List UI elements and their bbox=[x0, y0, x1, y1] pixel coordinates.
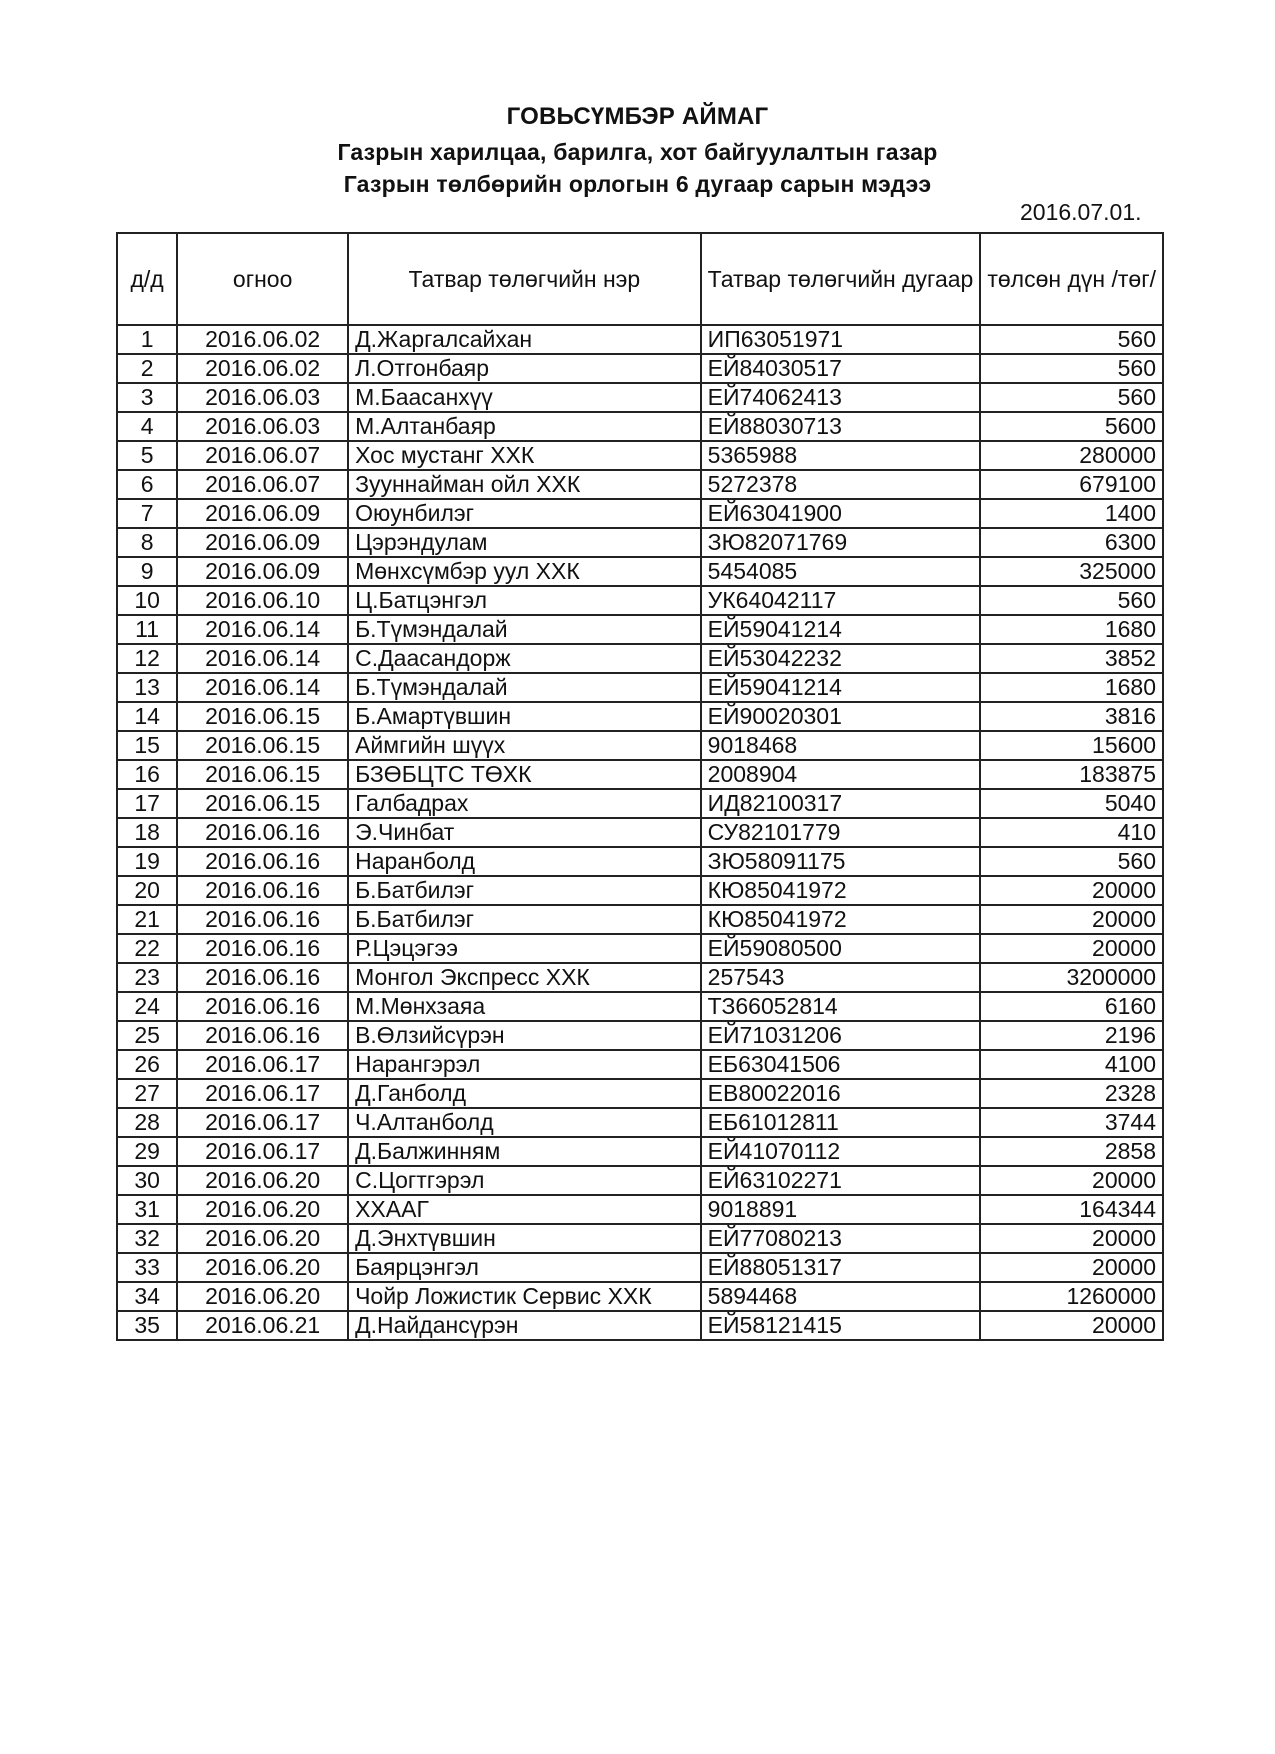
cell-amount: 1400 bbox=[980, 499, 1163, 528]
report-date: 2016.07.01. bbox=[1020, 199, 1142, 225]
cell-date: 2016.06.17 bbox=[177, 1050, 348, 1079]
cell-taxpayer-id: 5365988 bbox=[701, 441, 981, 470]
cell-taxpayer-id: ЕЙ59041214 bbox=[701, 673, 981, 702]
cell-amount: 560 bbox=[980, 586, 1163, 615]
cell-no: 6 bbox=[117, 470, 177, 499]
cell-taxpayer-name: С.Даасандорж bbox=[348, 644, 701, 673]
cell-amount: 6160 bbox=[980, 992, 1163, 1021]
table-row bbox=[117, 470, 1163, 499]
cell-date: 2016.06.15 bbox=[177, 789, 348, 818]
table-row bbox=[117, 731, 1163, 760]
cell-taxpayer-id: ЕЙ74062413 bbox=[701, 383, 981, 412]
table-row bbox=[117, 325, 1163, 354]
cell-no: 3 bbox=[117, 383, 177, 412]
table-row bbox=[117, 383, 1163, 412]
cell-amount: 20000 bbox=[980, 934, 1163, 963]
cell-amount: 5600 bbox=[980, 412, 1163, 441]
table-row bbox=[117, 760, 1163, 789]
cell-taxpayer-name: Б.Батбилэг bbox=[348, 876, 701, 905]
cell-date: 2016.06.14 bbox=[177, 644, 348, 673]
table-row bbox=[117, 789, 1163, 818]
cell-taxpayer-id: 5272378 bbox=[701, 470, 981, 499]
cell-no: 5 bbox=[117, 441, 177, 470]
cell-no: 2 bbox=[117, 354, 177, 383]
col-header-taxpayer-name: Татвар төлөгчийн нэр bbox=[348, 233, 701, 325]
cell-date: 2016.06.15 bbox=[177, 702, 348, 731]
table-row bbox=[117, 905, 1163, 934]
cell-date: 2016.06.20 bbox=[177, 1224, 348, 1253]
cell-date: 2016.06.17 bbox=[177, 1137, 348, 1166]
col-header-taxpayer-id: Татвар төлөгчийн дугаар bbox=[701, 233, 981, 325]
cell-taxpayer-name: Оюунбилэг bbox=[348, 499, 701, 528]
cell-taxpayer-name: М.Баасанхүү bbox=[348, 383, 701, 412]
table-row bbox=[117, 1108, 1163, 1137]
cell-date: 2016.06.03 bbox=[177, 412, 348, 441]
cell-date: 2016.06.10 bbox=[177, 586, 348, 615]
table-row bbox=[117, 876, 1163, 905]
cell-no: 9 bbox=[117, 557, 177, 586]
cell-no: 24 bbox=[117, 992, 177, 1021]
col-header-no: д/д bbox=[117, 233, 177, 325]
cell-taxpayer-id: ЗЮ82071769 bbox=[701, 528, 981, 557]
doc-title: ГОВЬСҮМБЭР АЙМАГ bbox=[506, 103, 769, 130]
col-header-date: огноо bbox=[177, 233, 348, 325]
cell-amount: 3816 bbox=[980, 702, 1163, 731]
cell-taxpayer-id: УК64042117 bbox=[701, 586, 981, 615]
cell-no: 14 bbox=[117, 702, 177, 731]
table-row bbox=[117, 644, 1163, 673]
cell-date: 2016.06.03 bbox=[177, 383, 348, 412]
cell-amount: 1260000 bbox=[980, 1282, 1163, 1311]
cell-no: 23 bbox=[117, 963, 177, 992]
cell-taxpayer-name: Д.Энхтүвшин bbox=[348, 1224, 701, 1253]
cell-amount: 679100 bbox=[980, 470, 1163, 499]
cell-no: 12 bbox=[117, 644, 177, 673]
cell-taxpayer-name: Б.Түмэндалай bbox=[348, 673, 701, 702]
cell-taxpayer-id: ЕЙ58121415 bbox=[701, 1311, 981, 1340]
cell-amount: 5040 bbox=[980, 789, 1163, 818]
table-row bbox=[117, 1282, 1163, 1311]
cell-no: 4 bbox=[117, 412, 177, 441]
cell-date: 2016.06.16 bbox=[177, 934, 348, 963]
cell-date: 2016.06.02 bbox=[177, 354, 348, 383]
table-row bbox=[117, 1224, 1163, 1253]
cell-no: 8 bbox=[117, 528, 177, 557]
cell-amount: 280000 bbox=[980, 441, 1163, 470]
cell-taxpayer-name: Д.Жаргалсайхан bbox=[348, 325, 701, 354]
cell-taxpayer-name: Д.Балжинням bbox=[348, 1137, 701, 1166]
cell-taxpayer-name: Б.Амартүвшин bbox=[348, 702, 701, 731]
cell-no: 29 bbox=[117, 1137, 177, 1166]
cell-date: 2016.06.07 bbox=[177, 441, 348, 470]
cell-taxpayer-id: ЕБ63041506 bbox=[701, 1050, 981, 1079]
cell-taxpayer-id: ИП63051971 bbox=[701, 325, 981, 354]
cell-amount: 2328 bbox=[980, 1079, 1163, 1108]
cell-amount: 183875 bbox=[980, 760, 1163, 789]
cell-taxpayer-name: Чойр Ложистик Сервис ХХК bbox=[348, 1282, 701, 1311]
cell-no: 13 bbox=[117, 673, 177, 702]
col-header-amount: төлсөн дүн /төг/ bbox=[980, 233, 1163, 325]
cell-taxpayer-name: Баярцэнгэл bbox=[348, 1253, 701, 1282]
cell-date: 2016.06.09 bbox=[177, 499, 348, 528]
cell-date: 2016.06.09 bbox=[177, 528, 348, 557]
cell-date: 2016.06.15 bbox=[177, 760, 348, 789]
cell-taxpayer-name: Зууннайман ойл ХХК bbox=[348, 470, 701, 499]
table-row bbox=[117, 1166, 1163, 1195]
cell-taxpayer-name: Б.Батбилэг bbox=[348, 905, 701, 934]
cell-date: 2016.06.20 bbox=[177, 1166, 348, 1195]
table-row bbox=[117, 1137, 1163, 1166]
cell-date: 2016.06.17 bbox=[177, 1108, 348, 1137]
cell-taxpayer-name: Д.Ганболд bbox=[348, 1079, 701, 1108]
cell-no: 28 bbox=[117, 1108, 177, 1137]
table-row bbox=[117, 1079, 1163, 1108]
cell-amount: 20000 bbox=[980, 1311, 1163, 1340]
cell-taxpayer-name: Л.Отгонбаяр bbox=[348, 354, 701, 383]
cell-taxpayer-name: Ц.Батцэнгэл bbox=[348, 586, 701, 615]
cell-taxpayer-id: ЕБ61012811 bbox=[701, 1108, 981, 1137]
cell-no: 31 bbox=[117, 1195, 177, 1224]
cell-taxpayer-id: ЕВ80022016 bbox=[701, 1079, 981, 1108]
table-row bbox=[117, 528, 1163, 557]
cell-no: 17 bbox=[117, 789, 177, 818]
cell-taxpayer-name: Наранболд bbox=[348, 847, 701, 876]
cell-taxpayer-name: Цэрэндулам bbox=[348, 528, 701, 557]
table-row bbox=[117, 1050, 1163, 1079]
cell-taxpayer-name: Хос мустанг ХХК bbox=[348, 441, 701, 470]
cell-taxpayer-name: Нарангэрэл bbox=[348, 1050, 701, 1079]
table-row bbox=[117, 354, 1163, 383]
table-body bbox=[117, 325, 1163, 1340]
cell-amount: 1680 bbox=[980, 673, 1163, 702]
table-header-row bbox=[117, 233, 1163, 325]
cell-date: 2016.06.16 bbox=[177, 847, 348, 876]
cell-taxpayer-id: ЕЙ41070112 bbox=[701, 1137, 981, 1166]
cell-taxpayer-id: КЮ85041972 bbox=[701, 905, 981, 934]
cell-no: 18 bbox=[117, 818, 177, 847]
cell-no: 11 bbox=[117, 615, 177, 644]
cell-taxpayer-id: 5894468 bbox=[701, 1282, 981, 1311]
cell-amount: 4100 bbox=[980, 1050, 1163, 1079]
cell-date: 2016.06.20 bbox=[177, 1282, 348, 1311]
cell-amount: 325000 bbox=[980, 557, 1163, 586]
cell-date: 2016.06.16 bbox=[177, 963, 348, 992]
table-row bbox=[117, 412, 1163, 441]
cell-taxpayer-name: Р.Цэцэгээ bbox=[348, 934, 701, 963]
cell-taxpayer-name: Ч.Алтанболд bbox=[348, 1108, 701, 1137]
cell-amount: 20000 bbox=[980, 1166, 1163, 1195]
table-row bbox=[117, 818, 1163, 847]
cell-amount: 1680 bbox=[980, 615, 1163, 644]
cell-taxpayer-name: С.Цогтгэрэл bbox=[348, 1166, 701, 1195]
cell-no: 10 bbox=[117, 586, 177, 615]
cell-no: 25 bbox=[117, 1021, 177, 1050]
cell-taxpayer-name: Мөнхсүмбэр уул ХХК bbox=[348, 557, 701, 586]
cell-date: 2016.06.16 bbox=[177, 818, 348, 847]
cell-no: 19 bbox=[117, 847, 177, 876]
cell-no: 15 bbox=[117, 731, 177, 760]
cell-taxpayer-id: 2008904 bbox=[701, 760, 981, 789]
cell-no: 32 bbox=[117, 1224, 177, 1253]
table-row bbox=[117, 963, 1163, 992]
cell-date: 2016.06.17 bbox=[177, 1079, 348, 1108]
cell-taxpayer-id: 9018468 bbox=[701, 731, 981, 760]
cell-date: 2016.06.20 bbox=[177, 1195, 348, 1224]
table-row bbox=[117, 1021, 1163, 1050]
cell-date: 2016.06.16 bbox=[177, 876, 348, 905]
cell-no: 21 bbox=[117, 905, 177, 934]
table-row bbox=[117, 1253, 1163, 1282]
cell-taxpayer-id: ИД82100317 bbox=[701, 789, 981, 818]
cell-amount: 3744 bbox=[980, 1108, 1163, 1137]
cell-amount: 560 bbox=[980, 325, 1163, 354]
cell-taxpayer-name: Монгол Экспресс ХХК bbox=[348, 963, 701, 992]
table-row bbox=[117, 557, 1163, 586]
cell-amount: 20000 bbox=[980, 1224, 1163, 1253]
cell-taxpayer-name: Галбадрах bbox=[348, 789, 701, 818]
cell-taxpayer-id: ЕЙ59080500 bbox=[701, 934, 981, 963]
cell-taxpayer-id: ЕЙ90020301 bbox=[701, 702, 981, 731]
cell-amount: 15600 bbox=[980, 731, 1163, 760]
cell-taxpayer-id: ЕЙ88030713 bbox=[701, 412, 981, 441]
cell-taxpayer-id: КЮ85041972 bbox=[701, 876, 981, 905]
cell-taxpayer-name: БЗӨБЦТС ТӨХК bbox=[348, 760, 701, 789]
cell-amount: 20000 bbox=[980, 1253, 1163, 1282]
cell-taxpayer-id: ЕЙ71031206 bbox=[701, 1021, 981, 1050]
table-row bbox=[117, 499, 1163, 528]
cell-date: 2016.06.20 bbox=[177, 1253, 348, 1282]
cell-taxpayer-name: Аймгийн шүүх bbox=[348, 731, 701, 760]
cell-amount: 3852 bbox=[980, 644, 1163, 673]
cell-taxpayer-name: Д.Найдансүрэн bbox=[348, 1311, 701, 1340]
cell-taxpayer-id: ЕЙ63041900 bbox=[701, 499, 981, 528]
doc-subtitle-org: Газрын харилцаа, барилга, хот байгуулалтын газар bbox=[337, 139, 938, 165]
cell-taxpayer-id: СУ82101779 bbox=[701, 818, 981, 847]
cell-date: 2016.06.15 bbox=[177, 731, 348, 760]
payment-table bbox=[116, 232, 1164, 1341]
cell-date: 2016.06.07 bbox=[177, 470, 348, 499]
cell-amount: 560 bbox=[980, 847, 1163, 876]
cell-date: 2016.06.14 bbox=[177, 673, 348, 702]
cell-taxpayer-name: Э.Чинбат bbox=[348, 818, 701, 847]
cell-taxpayer-name: М.Мөнхзаяа bbox=[348, 992, 701, 1021]
doc-subtitle-report: Газрын төлбөрийн орлогын 6 дугаар сарын мэдээ bbox=[343, 171, 932, 197]
cell-amount: 3200000 bbox=[980, 963, 1163, 992]
cell-date: 2016.06.02 bbox=[177, 325, 348, 354]
cell-no: 22 bbox=[117, 934, 177, 963]
table-row bbox=[117, 586, 1163, 615]
cell-no: 7 bbox=[117, 499, 177, 528]
cell-amount: 6300 bbox=[980, 528, 1163, 557]
cell-taxpayer-id: ТЗ66052814 bbox=[701, 992, 981, 1021]
table-row bbox=[117, 615, 1163, 644]
table-row bbox=[117, 992, 1163, 1021]
cell-no: 27 bbox=[117, 1079, 177, 1108]
cell-amount: 2858 bbox=[980, 1137, 1163, 1166]
cell-taxpayer-name: ХХААГ bbox=[348, 1195, 701, 1224]
cell-date: 2016.06.09 bbox=[177, 557, 348, 586]
table-row bbox=[117, 673, 1163, 702]
cell-amount: 20000 bbox=[980, 905, 1163, 934]
cell-taxpayer-id: ЕЙ53042232 bbox=[701, 644, 981, 673]
cell-date: 2016.06.21 bbox=[177, 1311, 348, 1340]
table-row bbox=[117, 441, 1163, 470]
cell-taxpayer-id: 9018891 bbox=[701, 1195, 981, 1224]
cell-taxpayer-name: В.Өлзийсүрэн bbox=[348, 1021, 701, 1050]
cell-amount: 2196 bbox=[980, 1021, 1163, 1050]
cell-no: 33 bbox=[117, 1253, 177, 1282]
table-row bbox=[117, 1195, 1163, 1224]
cell-taxpayer-id: 257543 bbox=[701, 963, 981, 992]
cell-no: 16 bbox=[117, 760, 177, 789]
cell-no: 20 bbox=[117, 876, 177, 905]
cell-taxpayer-id: 5454085 bbox=[701, 557, 981, 586]
cell-amount: 560 bbox=[980, 354, 1163, 383]
cell-taxpayer-id: ЕЙ88051317 bbox=[701, 1253, 981, 1282]
table-row bbox=[117, 847, 1163, 876]
cell-amount: 410 bbox=[980, 818, 1163, 847]
cell-no: 26 bbox=[117, 1050, 177, 1079]
cell-amount: 560 bbox=[980, 383, 1163, 412]
cell-date: 2016.06.16 bbox=[177, 1021, 348, 1050]
cell-taxpayer-id: ЕЙ84030517 bbox=[701, 354, 981, 383]
cell-taxpayer-id: ЕЙ59041214 bbox=[701, 615, 981, 644]
cell-date: 2016.06.14 bbox=[177, 615, 348, 644]
table-row bbox=[117, 702, 1163, 731]
cell-taxpayer-name: М.Алтанбаяр bbox=[348, 412, 701, 441]
table-row bbox=[117, 1311, 1163, 1340]
cell-no: 34 bbox=[117, 1282, 177, 1311]
cell-taxpayer-id: ЕЙ77080213 bbox=[701, 1224, 981, 1253]
cell-amount: 164344 bbox=[980, 1195, 1163, 1224]
cell-no: 35 bbox=[117, 1311, 177, 1340]
cell-taxpayer-name: Б.Түмэндалай bbox=[348, 615, 701, 644]
table-row bbox=[117, 934, 1163, 963]
cell-date: 2016.06.16 bbox=[177, 905, 348, 934]
cell-amount: 20000 bbox=[980, 876, 1163, 905]
cell-date: 2016.06.16 bbox=[177, 992, 348, 1021]
cell-no: 30 bbox=[117, 1166, 177, 1195]
cell-taxpayer-id: ЗЮ58091175 bbox=[701, 847, 981, 876]
cell-taxpayer-id: ЕЙ63102271 bbox=[701, 1166, 981, 1195]
cell-no: 1 bbox=[117, 325, 177, 354]
